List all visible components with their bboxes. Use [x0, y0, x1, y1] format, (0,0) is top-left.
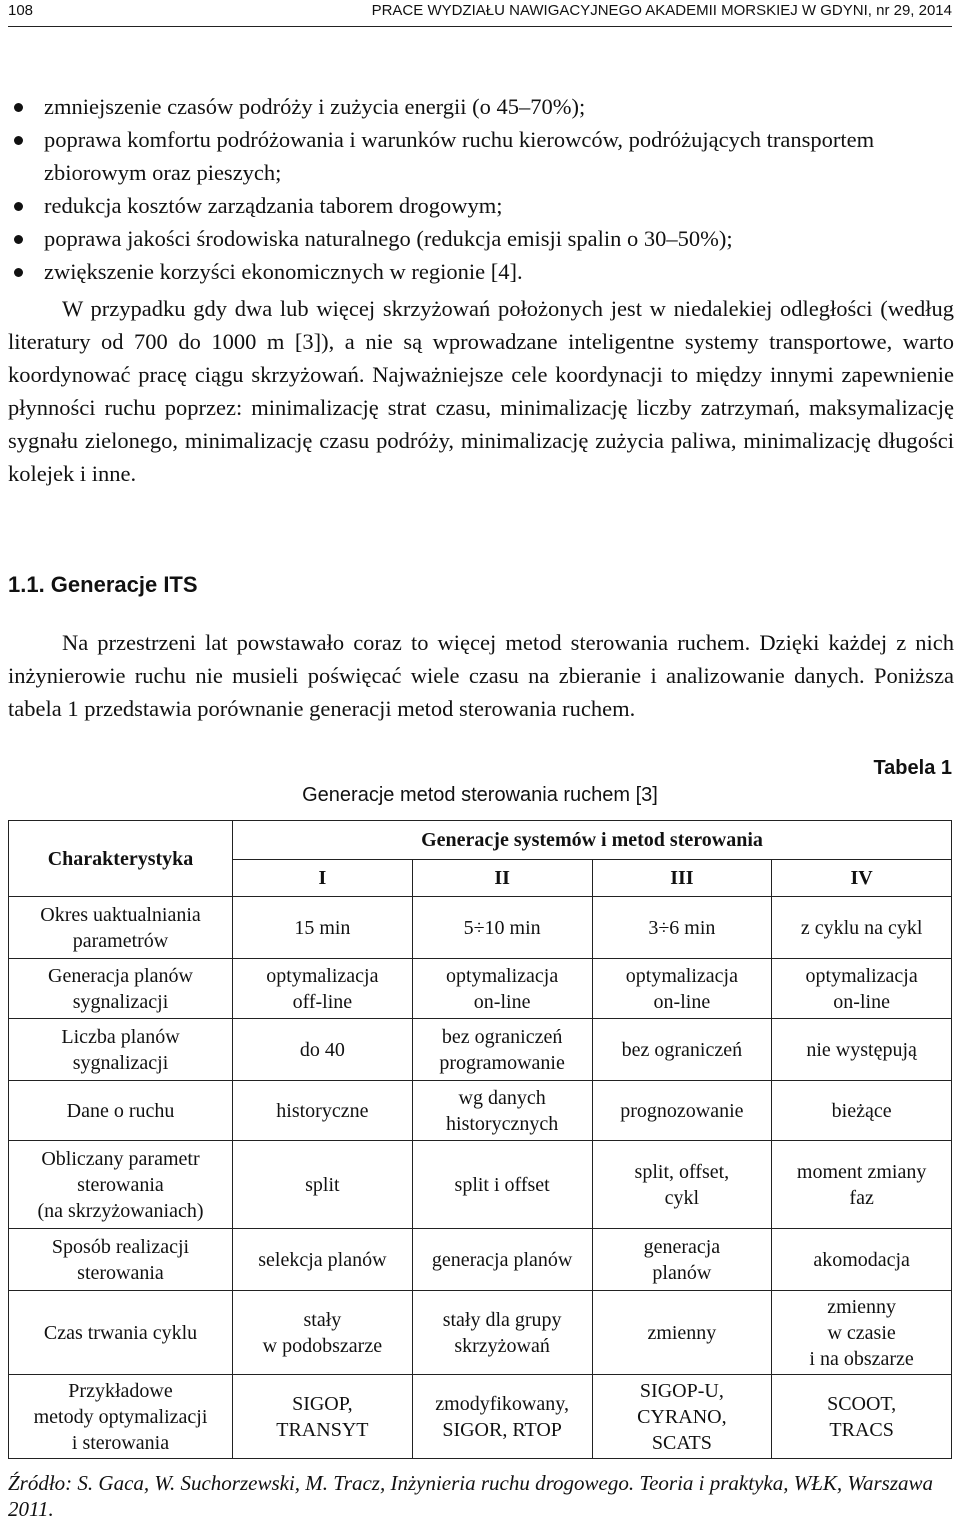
- row-label: Obliczany parametr sterowania (na skrzyżowaniach): [9, 1141, 233, 1229]
- table-source: Źródło: S. Gaca, W. Suchorzewski, M. Tracz, Inżynieria ruchu drogowego. Teoria i praktyka, WŁK, Warszawa 2011.: [8, 1471, 933, 1521]
- table-cell: SIGOP, TRANSYT: [233, 1375, 413, 1459]
- table-cell: optymalizacja on-line: [772, 959, 952, 1019]
- table-header-generation: II: [412, 860, 592, 897]
- table-cell: bieżące: [772, 1081, 952, 1141]
- table-row: [9, 1229, 952, 1291]
- paragraph-its-generations: Na przestrzeni lat powstawało coraz to więcej metod sterowania ruchem. Dzięki każdej z nich inżynierowie ruchu nie musieli poświęcać wiele czasu na zbieranie i analizowanie danych. Poniższa tabela 1 przedstawia porównanie generacji metod sterowania ruchem.: [8, 630, 954, 721]
- bullet-icon: [14, 268, 23, 277]
- row-label: Okres uaktualniania parametrów: [9, 897, 233, 959]
- table-cell: optymalizacja on-line: [412, 959, 592, 1019]
- table-cell: 15 min: [233, 897, 413, 959]
- list-item: [8, 222, 954, 255]
- table-cell: bez ograniczeń: [592, 1019, 772, 1081]
- list-item: [8, 123, 954, 189]
- list-item-text: poprawa jakości środowiska naturalnego (redukcja emisji spalin o 30–50%);: [44, 226, 733, 251]
- page-number: 108: [8, 2, 34, 19]
- table-caption: Generacje metod sterowania ruchem [3]: [302, 784, 658, 806]
- table-row: [9, 897, 952, 959]
- table-row: [9, 1291, 952, 1375]
- row-label: Liczba planów sygnalizacji: [9, 1019, 233, 1081]
- table-row: [9, 1081, 952, 1141]
- row-label: Generacja planów sygnalizacji: [9, 959, 233, 1019]
- table-cell: wg danych historycznych: [412, 1081, 592, 1141]
- row-label: Czas trwania cyklu: [9, 1291, 233, 1375]
- table-cell: generacja planów: [592, 1229, 772, 1291]
- list-item-text: zmniejszenie czasów podróży i zużycia energii (o 45–70%);: [44, 94, 586, 119]
- bullet-icon: [14, 103, 23, 112]
- table-row: [9, 1375, 952, 1459]
- row-label: Dane o ruchu: [9, 1081, 233, 1141]
- table-cell: 3÷6 min: [592, 897, 772, 959]
- bullet-list: [8, 90, 954, 288]
- table-cell: selekcja planów: [233, 1229, 413, 1291]
- page-header: [8, 0, 952, 27]
- table-row: [9, 959, 952, 1019]
- list-item: [8, 90, 954, 123]
- list-item-text: zwiększenie korzyści ekonomicznych w regionie [4].: [44, 259, 523, 284]
- table-row: [9, 1141, 952, 1229]
- bullet-icon: [14, 136, 23, 145]
- table-cell: 5÷10 min: [412, 897, 592, 959]
- table-cell: split i offset: [412, 1141, 592, 1229]
- table-cell: historyczne: [233, 1081, 413, 1141]
- table-cell: z cyklu na cykl: [772, 897, 952, 959]
- table-cell: optymalizacja off-line: [233, 959, 413, 1019]
- list-item: [8, 255, 954, 288]
- list-item: [8, 189, 954, 222]
- table-header-group: Generacje systemów i metod sterowania: [233, 821, 952, 860]
- row-label: Przykładowe metody optymalizacji i sterowania: [9, 1375, 233, 1459]
- table-cell: zmienny w czasie i na obszarze: [772, 1291, 952, 1375]
- bullet-icon: [14, 202, 23, 211]
- table-header-generation: III: [592, 860, 772, 897]
- table-cell: stały dla grupy skrzyżowań: [412, 1291, 592, 1375]
- table-cell: split, offset, cykl: [592, 1141, 772, 1229]
- table-label: Tabela 1: [873, 757, 952, 779]
- table-cell: generacja planów: [412, 1229, 592, 1291]
- table-cell: moment zmiany faz: [772, 1141, 952, 1229]
- table-cell: SCOOT, TRACS: [772, 1375, 952, 1459]
- table-cell: akomodacja: [772, 1229, 952, 1291]
- table-cell: nie występują: [772, 1019, 952, 1081]
- table-cell: do 40: [233, 1019, 413, 1081]
- section-heading: 1.1. Generacje ITS: [8, 572, 198, 597]
- list-item-text: poprawa komfortu podróżowania i warunków ruchu kierowców, podróżujących transportem zbiorowym oraz pieszych;: [44, 127, 875, 185]
- bullet-icon: [14, 235, 23, 244]
- table-cell: stały w podobszarze: [233, 1291, 413, 1375]
- table-header-generation: IV: [772, 860, 952, 897]
- paragraph-coordination: W przypadku gdy dwa lub więcej skrzyżowań położonych jest w niedalekiej odległości (według literatury od 700 do 1000 m [3]), a nie są wprowadzane inteligentne systemy transportowe, warto koordynować pracę ciągu skrzyżowań. Najważniejsze cele koordynacji to między innymi zapewnienie płynności ruchu poprzez: minimalizację strat czasu, minimalizację liczby zatrzymań, maksymalizację sygnału zielonego, minimalizację czasu podróży, minimalizację zużycia paliwa, minimalizację długości kolejek i inne.: [8, 296, 954, 486]
- table-cell: prognozowanie: [592, 1081, 772, 1141]
- generations-table: [8, 820, 952, 1459]
- row-label: Sposób realizacji sterowania: [9, 1229, 233, 1291]
- table-cell: zmienny: [592, 1291, 772, 1375]
- table-cell: zmodyfikowany, SIGOR, RTOP: [412, 1375, 592, 1459]
- table-header-generation: I: [233, 860, 413, 897]
- table-cell: SIGOP-U, CYRANO, SCATS: [592, 1375, 772, 1459]
- table-header-characteristic: Charakterystyka: [9, 821, 233, 897]
- table-cell: split: [233, 1141, 413, 1229]
- table-cell: bez ograniczeń programowanie: [412, 1019, 592, 1081]
- table-row: [9, 1019, 952, 1081]
- table-cell: optymalizacja on-line: [592, 959, 772, 1019]
- journal-title: PRACE WYDZIAŁU NAWIGACYJNEGO AKADEMII MORSKIEJ W GDYNI, nr 29, 2014: [371, 2, 952, 19]
- list-item-text: redukcja kosztów zarządzania taborem drogowym;: [44, 193, 503, 218]
